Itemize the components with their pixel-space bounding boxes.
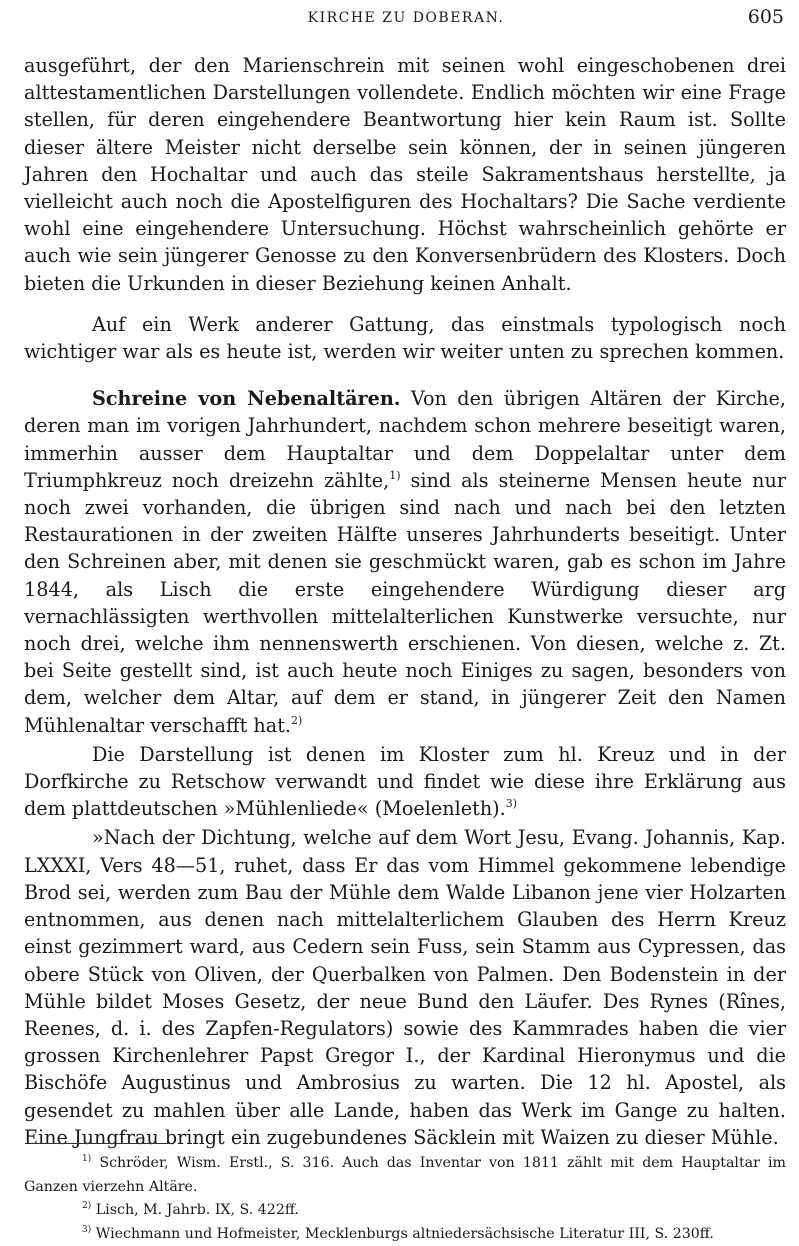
footnote-marker: 1) [82, 1154, 91, 1164]
paragraph-depiction [24, 741, 786, 823]
paragraph-continued: ausgeführt, der den Marienschrein mit seinen wohl eingeschobenen drei alttestamentlichen Darstellungen vollendete. Endlich möchten wir eine Frage stellen, für deren eingehendere Beantwortung hier kein Raum ist. Sollte dieser ältere Meister nicht derselbe sein können, der in seinen jüngeren Jahren den Hochaltar und auch das steile Sakramentshaus herstellte, ja vielleicht auch noch die Apostelfiguren des Hochaltars? Die Sache verdiente wohl eine eingehendere Untersuchung. Höchst wahrscheinlich gehörte er auch wie sein jüngerer Genosse zu den Konversenbrüdern des Klosters. Doch bieten die Urkunden in dieser Beziehung keinen Anhalt. [24, 52, 786, 297]
footnote-marker: 3) [82, 1225, 91, 1235]
footnote-2 [24, 1199, 786, 1223]
footnote-ref-2[interactable]: 2) [291, 714, 302, 727]
paragraph-other-work: Auf ein Werk anderer Gattung, das einstmals typologisch noch wichtiger war als es heute ist, werden wir weiter unten zu sprechen kommen. [24, 311, 786, 365]
paragraph-side-altar-shrines [24, 385, 786, 739]
paragraph-quotation: »Nach der Dichtung, welche auf dem Wort Jesu, Evang. Johannis, Kap. LXXXI, Vers 48—51, ruhet, dass Er das vom Himmel gekommene lebendige Brod sei, werden zum Bau der Mühle dem Walde Libanon jene vier Holzarten entnommen, aus denen nach mittelalterlichem Glauben des Herrn Kreuz einst gezimmert ward, aus Cedern sein Fuss, sein Stamm aus Cypressen, das obere Stück von Oliven, der Querbalken von Palmen. Den Bodenstein in der Mühle bildet Moses Gesetz, der neue Bund den Läufer. Des Rynes (Rînes, Reenes, d. i. des Zapfen-Regulators) sowie des Kammrades haben die vier grossen Kirchenlehrer Papst Gregor I., der Kardinal Hieronymus und die Bischöfe Augustinus und Ambrosius zu warten. Die 12 hl. Apostel, als gesendet zu mahlen über alle Lande, haben das Werk im Gange zu halten. Eine Jungfrau bringt ein zugebundenes Säcklein mit Waizen zu dieser Mühle. [24, 824, 786, 1150]
paragraph-text: sind als steinerne Mensen heute nur noch zwei vorhanden, die übrigen sind nach und nach bei den letzten Restaurationen in der zweiten Hälfte unseres Jahrhunderts beseitigt. Unter den Schreinen aber, mit denen sie geschmückt waren, gab es schon im Jahre 1844, als Lisch die erste eingehendere Würdigung dieser arg vernachlässigten werthvollen mittelalterlichen Kunstwerke versuchte, nur noch drei, welche ihm nennenswerth erschienen. Von diesen, welche z. Zt. bei Seite gestellt sind, ist auch heute noch Einiges zu sagen, besonders von dem, welcher dem Altar, auf dem er stand, in jüngerer Zeit den Namen Mühlenaltar verschafft hat. [24, 469, 786, 737]
page-header [22, 6, 790, 36]
footnote-text: Lisch, M. Jahrb. IX, S. 422ff. [96, 1202, 299, 1218]
section-heading: Schreine von Nebenaltären. [92, 387, 400, 410]
footnotes [24, 1152, 786, 1246]
footnote-ref-1[interactable]: 1) [389, 469, 400, 482]
paragraph-text: Von den übrigen Altären der Kirche, deren man im vorigen Jahrhundert, nachdem schon mehrere beseitigt waren, immerhin ausser dem Hauptaltar und dem Doppelaltar unter dem Triumphkreuz noch dreizehn zählte, [24, 387, 786, 492]
footnote-separator [30, 1143, 170, 1144]
footnote-text: Wiechmann und Hofmeister, Mecklenburgs altniedersächsische Literatur III, S. 230ff. [96, 1226, 714, 1242]
footnote-1 [24, 1152, 786, 1199]
page-number: 605 [748, 6, 784, 28]
body-text [24, 52, 786, 1151]
footnote-marker: 2) [82, 1201, 91, 1211]
footnote-text: Schröder, Wism. Erstl., S. 316. Auch das Inventar von 1811 zählt mit dem Hauptaltar im Ganzen vierzehn Altäre. [24, 1155, 786, 1195]
running-title: KIRCHE ZU DOBERAN. [22, 10, 790, 26]
paragraph-text: Die Darstellung ist denen im Kloster zum hl. Kreuz und in der Dorfkirche zu Retschow verwandt und findet wie diese ihre Erklärung aus dem plattdeutschen »Mühlenliede« (Moelenleth). [24, 743, 786, 820]
footnote-ref-3[interactable]: 3) [506, 797, 517, 810]
footnote-3 [24, 1223, 786, 1246]
